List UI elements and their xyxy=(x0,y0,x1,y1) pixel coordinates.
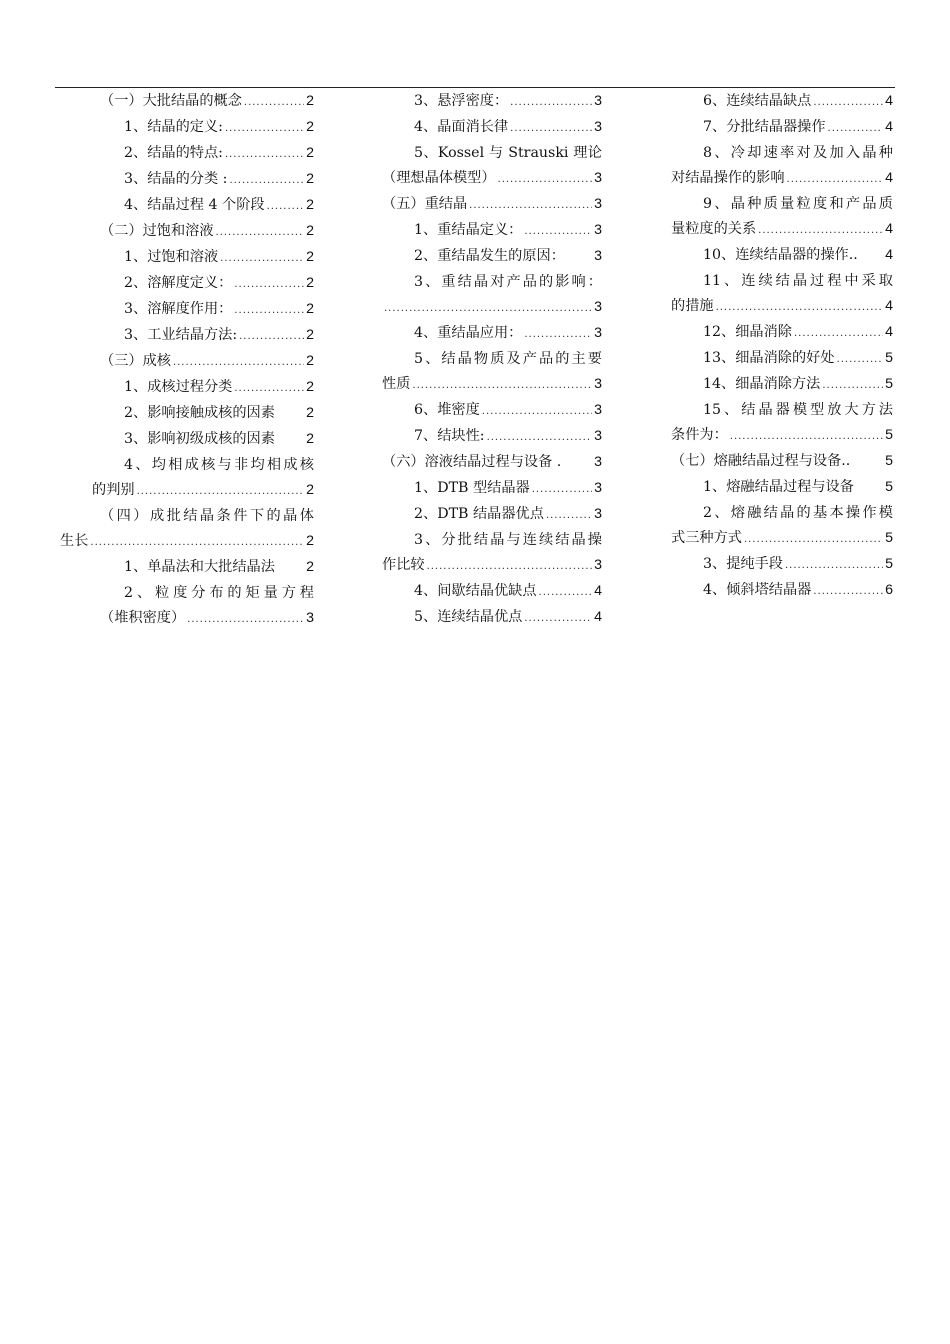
dot-leader xyxy=(267,194,305,219)
toc-entry-title: 6、连续结晶缺点 xyxy=(703,93,812,109)
toc-entry[interactable] xyxy=(382,347,602,398)
page-number: 3 xyxy=(594,196,602,212)
dot-leader xyxy=(787,167,884,192)
toc-entry[interactable] xyxy=(382,476,602,502)
dot-leader xyxy=(225,142,304,167)
toc-entry[interactable] xyxy=(671,192,893,243)
dot-leader xyxy=(813,579,883,604)
toc-entry-title: 8、冷却速率对及加入晶种 xyxy=(703,145,893,161)
toc-entry-title: 2、影响接触成核的因素 xyxy=(124,405,275,421)
toc-entry[interactable] xyxy=(60,219,314,245)
dot-leader xyxy=(239,324,304,349)
toc-entry-title: 14、细晶消除方法 xyxy=(703,376,821,392)
toc-entry[interactable] xyxy=(671,115,893,141)
page-number: 3 xyxy=(306,610,314,626)
toc-entry-title: 2、溶解度定义： xyxy=(124,275,233,291)
page-number: 3 xyxy=(594,480,602,496)
toc-entry[interactable] xyxy=(382,502,602,528)
toc-entry-title: 对结晶操作的影响 xyxy=(671,170,785,186)
dot-leader xyxy=(785,553,883,578)
page-number: 2 xyxy=(306,275,314,291)
toc-entry[interactable] xyxy=(671,398,893,449)
dot-leader xyxy=(234,376,304,401)
page-number: 4 xyxy=(885,170,893,186)
toc-entry-title: 1、结晶的定义: xyxy=(124,119,223,135)
toc-entry-title: 9、晶种质量粒度和产品质 xyxy=(703,196,893,212)
toc-entry[interactable] xyxy=(60,141,314,167)
dot-leader xyxy=(173,350,304,375)
dot-leader xyxy=(822,373,883,398)
page-number: 3 xyxy=(594,454,602,470)
toc-column-1 xyxy=(60,89,314,632)
page-number: 3 xyxy=(594,248,602,264)
dot-leader xyxy=(234,272,304,297)
toc-entry[interactable] xyxy=(60,401,314,427)
page-number: 2 xyxy=(306,197,314,213)
toc-entry-title: 3、悬浮密度： xyxy=(414,93,509,109)
toc-entry[interactable] xyxy=(382,579,602,605)
page-number: 2 xyxy=(306,533,314,549)
page-number: 3 xyxy=(594,325,602,341)
toc-entry-title: 7、分批结晶器操作 xyxy=(703,119,826,135)
page-number: 3 xyxy=(594,506,602,522)
toc-entry[interactable] xyxy=(60,271,314,297)
toc-entry-title: 4、结晶过程 4 个阶段 xyxy=(124,197,265,213)
toc-entry-title: 15、结晶器模型放大方法 xyxy=(703,402,893,418)
toc-entry-title: 2、DTB 结晶器优点 xyxy=(414,506,544,522)
toc-entry[interactable] xyxy=(382,115,602,141)
toc-entry-title: 4、重结晶应用： xyxy=(414,325,523,341)
toc-entry[interactable] xyxy=(671,475,893,501)
dot-leader xyxy=(90,530,304,555)
page-number: 2 xyxy=(306,301,314,317)
toc-entry-title: 1、单晶法和大批结晶法 xyxy=(124,559,275,575)
toc-entry-title: （理想晶体模型） xyxy=(382,170,496,186)
page-number: 2 xyxy=(306,249,314,265)
toc-entry-title: 4、晶面消长律 xyxy=(414,119,509,135)
toc-entry-title: 5、连续结晶优点 xyxy=(414,609,523,625)
dot-leader xyxy=(244,90,304,115)
dot-leader xyxy=(524,322,592,347)
toc-entry[interactable] xyxy=(382,605,602,631)
page-number: 4 xyxy=(885,119,893,135)
toc-column-3 xyxy=(671,89,893,604)
page-number: 2 xyxy=(306,431,314,447)
dot-leader xyxy=(828,116,884,141)
header-rule xyxy=(55,87,895,88)
dot-leader xyxy=(137,479,305,504)
dot-leader xyxy=(384,296,592,321)
toc-entry-title: 量粒度的关系 xyxy=(671,221,757,237)
toc-entry-title: 2、重结晶发生的原因： xyxy=(414,248,565,264)
dot-leader xyxy=(794,321,883,346)
toc-entry[interactable] xyxy=(671,141,893,192)
dot-leader xyxy=(469,193,592,218)
dot-leader xyxy=(412,373,592,398)
toc-entry[interactable] xyxy=(60,297,314,323)
toc-entry-title: 3、工业结晶方法: xyxy=(124,327,238,343)
page-number: 3 xyxy=(594,93,602,109)
toc-entry-title: 11、连续结晶过程中采取 xyxy=(703,273,893,289)
dot-leader xyxy=(532,477,592,502)
toc-entry[interactable] xyxy=(671,578,893,604)
page-number: 5 xyxy=(885,479,893,495)
toc-entry[interactable] xyxy=(60,375,314,401)
toc-entry-title: 2、熔融结晶的基本操作模 xyxy=(703,505,893,521)
page-number: 2 xyxy=(306,145,314,161)
page-number: 5 xyxy=(885,530,893,546)
dot-leader xyxy=(234,298,304,323)
page-number: 4 xyxy=(885,93,893,109)
toc-entry-title: 5、Kossel 与 Strauski 理论 xyxy=(414,145,602,161)
toc-entry[interactable] xyxy=(60,245,314,271)
dot-leader xyxy=(427,554,593,579)
page-number: 4 xyxy=(885,298,893,314)
toc-entry[interactable] xyxy=(671,346,893,372)
page-number: 3 xyxy=(594,222,602,238)
page-number: 4 xyxy=(885,221,893,237)
toc-entry-title: 1、熔融结晶过程与设备 xyxy=(703,479,854,495)
page-number: 4 xyxy=(594,583,602,599)
toc-entry-title: 13、细晶消除的好处 xyxy=(703,350,835,366)
toc-entry[interactable] xyxy=(382,450,602,476)
toc-entry[interactable] xyxy=(382,218,602,244)
page-number: 4 xyxy=(885,247,893,263)
toc-entry[interactable] xyxy=(671,320,893,346)
toc-entry-title: 1、重结晶定义： xyxy=(414,222,523,238)
page-number: 3 xyxy=(594,299,602,315)
dot-leader xyxy=(837,347,884,372)
toc-entry-title: 10、连续结晶器的操作.. xyxy=(703,247,858,263)
toc-entry-title: （一）大批结晶的概念 xyxy=(100,93,242,109)
dot-leader xyxy=(498,167,593,192)
dot-leader xyxy=(225,116,304,141)
toc-entry[interactable] xyxy=(60,115,314,141)
page-number: 6 xyxy=(885,582,893,598)
toc-entry[interactable] xyxy=(60,349,314,375)
toc-entry[interactable] xyxy=(382,141,602,192)
toc-entry[interactable] xyxy=(60,581,314,632)
dot-leader xyxy=(524,606,592,631)
toc-entry[interactable] xyxy=(60,167,314,193)
toc-entry-title: 6、堆密度 xyxy=(414,402,480,418)
page-number: 5 xyxy=(885,556,893,572)
toc-entry[interactable] xyxy=(671,449,893,475)
toc-entry[interactable] xyxy=(382,528,602,579)
toc-entry-title: （六）溶液结晶过程与设备 . xyxy=(382,454,562,470)
dot-leader xyxy=(510,116,592,141)
dot-leader xyxy=(539,580,593,605)
dot-leader xyxy=(730,424,883,449)
dot-leader xyxy=(813,90,883,115)
page-number: 2 xyxy=(306,405,314,421)
dot-leader xyxy=(229,168,304,193)
toc-entry-title: 3、结晶的分类 : xyxy=(124,171,228,187)
toc-entry-title: （三）成核 xyxy=(100,353,171,369)
page-number: 5 xyxy=(885,376,893,392)
page-number: 2 xyxy=(306,171,314,187)
page-number: 3 xyxy=(594,170,602,186)
toc-entry-title: 条件为： xyxy=(671,427,728,443)
toc-entry-title: 3、分批结晶与连续结晶操 xyxy=(414,532,602,548)
dot-leader xyxy=(510,90,592,115)
toc-entry[interactable] xyxy=(382,270,602,321)
toc-entry[interactable] xyxy=(671,372,893,398)
dot-leader xyxy=(216,220,305,245)
toc-entry[interactable] xyxy=(671,552,893,578)
toc-entry[interactable] xyxy=(382,398,602,424)
dot-leader xyxy=(487,425,593,450)
page-number: 2 xyxy=(306,223,314,239)
toc-entry-title: 4、倾斜塔结晶器 xyxy=(703,582,812,598)
toc-entry-title: （四）成批结晶条件下的晶体 xyxy=(100,508,314,524)
page-number: 3 xyxy=(594,402,602,418)
page-number: 3 xyxy=(594,557,602,573)
toc-entry-title: 作比较 xyxy=(382,557,425,573)
page-number: 3 xyxy=(594,376,602,392)
page-number: 5 xyxy=(885,427,893,443)
page-number: 3 xyxy=(594,428,602,444)
page-number: 4 xyxy=(885,324,893,340)
toc-entry[interactable] xyxy=(671,89,893,115)
dot-leader xyxy=(482,399,592,424)
toc-entry-title: 式三种方式 xyxy=(671,530,742,546)
toc-entry-title: 12、细晶消除 xyxy=(703,324,792,340)
toc-entry[interactable] xyxy=(60,504,314,555)
toc-entry[interactable] xyxy=(382,424,602,450)
toc-entry[interactable] xyxy=(671,501,893,552)
page-number: 2 xyxy=(306,482,314,498)
page-number: 5 xyxy=(885,350,893,366)
page-number: 2 xyxy=(306,353,314,369)
dot-leader xyxy=(220,246,304,271)
toc-entry-title: （七）熔融结晶过程与设备.. xyxy=(671,453,851,469)
page-number: 2 xyxy=(306,559,314,575)
toc-column-2 xyxy=(382,89,602,631)
toc-entry[interactable] xyxy=(60,89,314,115)
dot-leader xyxy=(716,295,884,320)
toc-entry-title: （二）过饱和溶液 xyxy=(100,223,214,239)
dot-leader xyxy=(546,503,592,528)
toc-entry[interactable] xyxy=(382,244,602,270)
toc-entry[interactable] xyxy=(671,269,893,320)
page-number: 5 xyxy=(885,453,893,469)
toc-entry-title: 4、均相成核与非均相成核 xyxy=(124,457,314,473)
toc-entry-title: 3、溶解度作用： xyxy=(124,301,233,317)
toc-entry[interactable] xyxy=(382,89,602,115)
page-number: 2 xyxy=(306,379,314,395)
toc-entry-title: 性质 xyxy=(382,376,411,392)
toc-entry-title: 的判别 xyxy=(92,482,135,498)
toc-entry-title: （五）重结晶 xyxy=(382,196,468,212)
toc-entry[interactable] xyxy=(60,555,314,581)
toc-entry-title: 的措施 xyxy=(671,298,714,314)
toc-entry-title: 1、DTB 型结晶器 xyxy=(414,480,530,496)
toc-entry-title: 5、结晶物质及产品的主要 xyxy=(414,351,602,367)
toc-entry-title: 3、影响初级成核的因素 xyxy=(124,431,275,447)
dot-leader xyxy=(524,219,592,244)
page-number: 2 xyxy=(306,119,314,135)
toc-entry-title: 1、过饱和溶液 xyxy=(124,249,219,265)
toc-entry[interactable] xyxy=(382,321,602,347)
toc-entry[interactable] xyxy=(382,192,602,218)
page-number: 2 xyxy=(306,327,314,343)
toc-entry[interactable] xyxy=(60,427,314,453)
page-number: 4 xyxy=(594,609,602,625)
page-number: 2 xyxy=(306,93,314,109)
toc-entry-title: （堆积密度） xyxy=(100,610,186,626)
toc-entry-title: 生长 xyxy=(60,533,89,549)
toc-entry[interactable] xyxy=(60,453,314,504)
toc-entry-title: 2、结晶的特点: xyxy=(124,145,223,161)
dot-leader xyxy=(758,218,883,243)
toc-entry-title: 7、结块性: xyxy=(414,428,485,444)
toc-entry-title: 2、粒度分布的矩量方程 xyxy=(124,585,314,601)
toc-entry-title: 3、提纯手段 xyxy=(703,556,783,572)
toc-entry[interactable] xyxy=(60,193,314,219)
dot-leader xyxy=(187,607,304,632)
toc-entry[interactable] xyxy=(671,243,893,269)
toc-entry[interactable] xyxy=(60,323,314,349)
dot-leader xyxy=(744,527,883,552)
toc-entry-title: 3、重结晶对产品的影响： xyxy=(414,274,602,290)
page-number: 3 xyxy=(594,119,602,135)
toc-entry-title: 1、成核过程分类 xyxy=(124,379,233,395)
toc-entry-title: 4、间歇结晶优缺点 xyxy=(414,583,537,599)
